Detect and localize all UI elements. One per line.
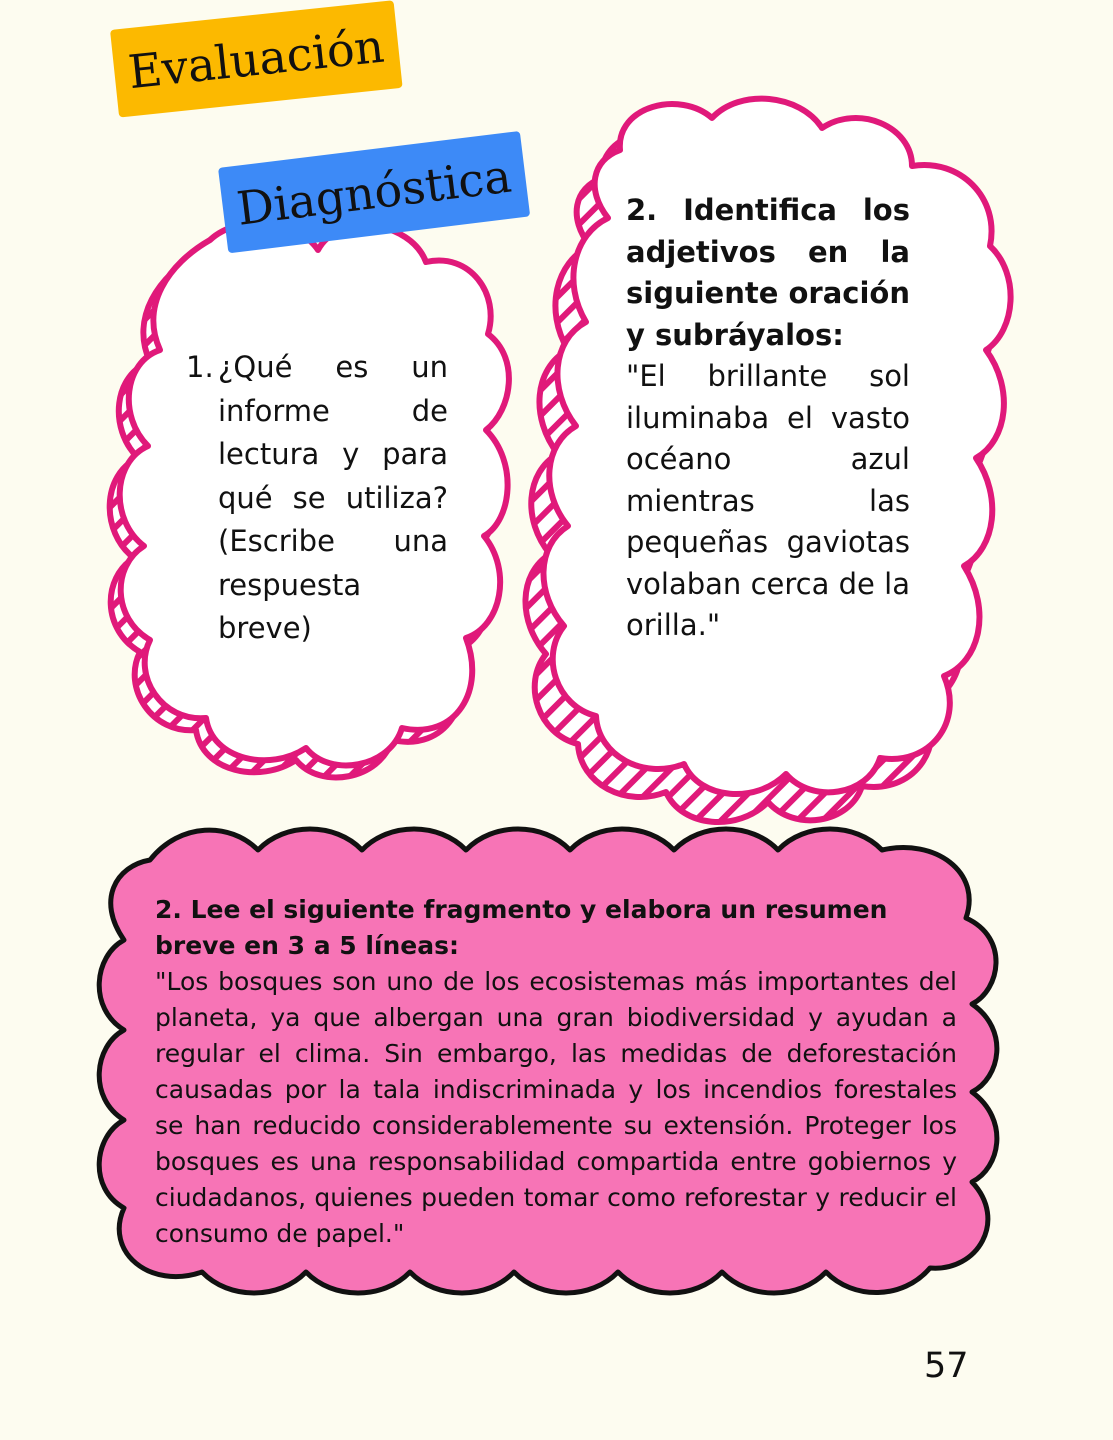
question2-text [626,190,910,647]
question1-body: ¿Qué es un informe de lectura y para qué se utiliza? (Escribe una respuesta breve) [218,350,448,645]
page-number: 57 [924,1346,969,1386]
question3-text [155,892,957,1252]
question3-heading: 2. Lee el siguiente fragmento y elabora un resumen breve en 3 a 5 líneas: [155,895,888,960]
question3-passage: "Los bosques son uno de los ecosistemas más importantes del planeta, ya que albergan una gran biodiversidad y ayudan a regular el clima. Sin embargo, las medidas de deforestación causadas por la tala indiscriminada y los incendios forestales se han reducido considerablemente su extensión. Proteger los bosques es una responsabilidad compartida entre gobiernos y ciudadanos, quienes pueden tomar como reforestar y reducir el consumo de papel." [155,967,957,1248]
question2-sentence: "El brillante sol iluminaba el vasto océano azul mientras las pequeñas gaviotas volaban cerca de la orilla." [626,359,910,642]
question1-text [186,346,448,651]
question1-number: 1. [186,350,214,384]
question2-heading: 2. Identifica los adjetivos en la siguiente oración y subráyalos: [626,193,910,352]
evaluation-tag: Evaluación [110,0,402,117]
diagnostic-tag: Diagnóstica [218,131,530,253]
